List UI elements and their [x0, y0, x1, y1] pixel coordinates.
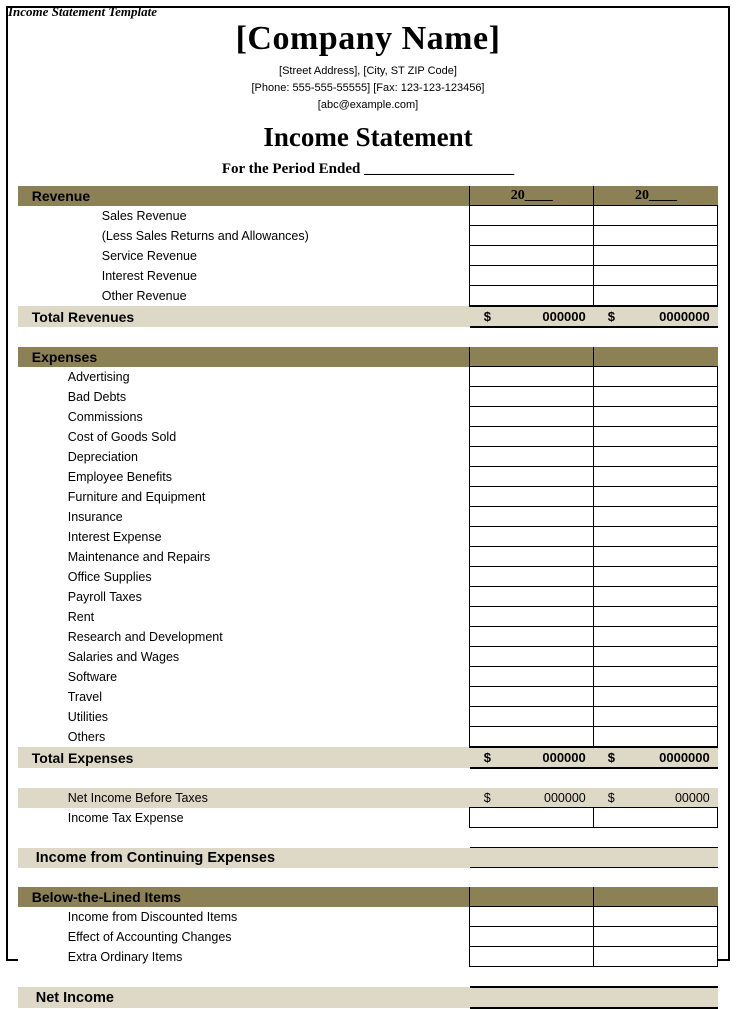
net-income-before-taxes-label: Net Income Before Taxes — [18, 788, 470, 808]
expense-item-year1-input[interactable] — [470, 707, 594, 727]
expenses-year1-header — [470, 347, 594, 367]
total-revenues-label: Total Revenues — [18, 306, 470, 327]
company-address: [Street Address], [City, ST ZIP Code] — [279, 65, 457, 77]
expense-item-year2-input[interactable] — [594, 387, 718, 407]
expense-item-year2-input[interactable] — [594, 607, 718, 627]
expense-item-label: Bad Debts — [18, 387, 470, 407]
net-income-before-taxes-row — [18, 788, 718, 808]
table-row — [18, 907, 718, 927]
expense-item-year1-input[interactable] — [470, 367, 594, 387]
revenue-item-year1-input[interactable] — [470, 246, 594, 266]
expense-item-year1-input[interactable] — [470, 387, 594, 407]
amount-value: 00000 — [674, 790, 710, 805]
income-continuing-label: Income from Continuing Expenses — [18, 848, 470, 868]
total-revenues-year1 — [470, 306, 594, 327]
expense-item-label: Utilities — [18, 707, 470, 727]
table-row — [18, 447, 718, 467]
expense-item-year2-input[interactable] — [594, 527, 718, 547]
total-revenues-row — [18, 306, 718, 327]
income-tax-year1-input[interactable] — [470, 808, 594, 828]
revenue-item-year2-input[interactable] — [594, 286, 718, 307]
expense-item-year1-input[interactable] — [470, 527, 594, 547]
below-line-item-year1-input[interactable] — [470, 907, 594, 927]
table-row — [18, 286, 718, 307]
expense-item-year1-input[interactable] — [470, 687, 594, 707]
currency-symbol: $ — [483, 790, 491, 805]
expense-item-year2-input[interactable] — [594, 707, 718, 727]
table-row — [18, 387, 718, 407]
expense-item-year2-input[interactable] — [594, 467, 718, 487]
currency-symbol: $ — [607, 309, 615, 324]
table-row — [18, 647, 718, 667]
below-line-item-label: Extra Ordinary Items — [18, 947, 470, 967]
expense-item-year2-input[interactable] — [594, 447, 718, 467]
period-ended-line: For the Period Ended ____________________ — [221, 161, 515, 177]
expense-item-year2-input[interactable] — [594, 547, 718, 567]
expense-item-year1-input[interactable] — [470, 627, 594, 647]
expense-item-label: Cost of Goods Sold — [18, 427, 470, 447]
table-row — [18, 527, 718, 547]
currency-symbol: $ — [607, 790, 615, 805]
section-spacer — [18, 967, 718, 988]
section-spacer — [18, 768, 718, 788]
below-line-item-label: Income from Discounted Items — [18, 907, 470, 927]
expenses-header-label: Expenses — [18, 347, 470, 367]
total-expenses-row — [18, 747, 718, 768]
revenue-item-label: Service Revenue — [18, 246, 470, 266]
expense-item-year1-input[interactable] — [470, 547, 594, 567]
total-revenues-year2 — [594, 306, 718, 327]
expense-item-year2-input[interactable] — [594, 367, 718, 387]
expenses-section-header — [18, 347, 718, 367]
expense-item-year2-input[interactable] — [594, 487, 718, 507]
income-continuing-row — [18, 848, 718, 868]
revenue-item-year1-input[interactable] — [470, 266, 594, 286]
table-row — [18, 407, 718, 427]
revenue-section-header — [18, 186, 718, 206]
revenue-item-label: (Less Sales Returns and Allowances) — [18, 226, 470, 246]
expense-item-label: Rent — [18, 607, 470, 627]
net-income-before-taxes-year1 — [470, 788, 594, 808]
revenue-year2-header: 20____ — [594, 186, 718, 206]
section-spacer — [18, 828, 718, 848]
currency-symbol: $ — [483, 750, 491, 765]
expense-item-label: Insurance — [18, 507, 470, 527]
below-line-item-label: Effect of Accounting Changes — [18, 927, 470, 947]
expense-item-year1-input[interactable] — [470, 427, 594, 447]
document-body — [8, 8, 728, 1009]
revenue-item-label: Interest Revenue — [18, 266, 470, 286]
table-row — [18, 587, 718, 607]
expense-item-year1-input[interactable] — [470, 647, 594, 667]
table-row — [18, 226, 718, 246]
expense-item-label: Others — [18, 727, 470, 748]
company-email: [abc@example.com] — [317, 99, 419, 111]
expense-item-year1-input[interactable] — [470, 507, 594, 527]
table-row — [18, 507, 718, 527]
income-statement-table — [18, 186, 719, 1009]
revenue-item-year2-input[interactable] — [594, 206, 718, 226]
below-line-item-year2-input[interactable] — [594, 927, 718, 947]
expense-item-label: Office Supplies — [18, 567, 470, 587]
expense-item-year2-input[interactable] — [594, 507, 718, 527]
expense-item-year2-input[interactable] — [594, 667, 718, 687]
income-tax-expense-row — [18, 808, 718, 828]
table-row — [18, 607, 718, 627]
expense-item-year1-input[interactable] — [470, 667, 594, 687]
revenue-item-year1-input[interactable] — [470, 226, 594, 246]
expense-item-year1-input[interactable] — [470, 487, 594, 507]
table-row — [18, 266, 718, 286]
expense-item-year2-input[interactable] — [594, 427, 718, 447]
revenue-item-label: Sales Revenue — [18, 206, 470, 226]
net-income-year2[interactable] — [594, 987, 718, 1008]
expense-item-label: Interest Expense — [18, 527, 470, 547]
revenue-item-year2-input[interactable] — [594, 226, 718, 246]
expense-item-year2-input[interactable] — [594, 647, 718, 667]
income-continuing-year2[interactable] — [594, 848, 718, 868]
expense-item-year1-input[interactable] — [470, 567, 594, 587]
expense-item-year1-input[interactable] — [470, 467, 594, 487]
table-row — [18, 687, 718, 707]
amount-value: 0000000 — [659, 750, 710, 765]
below-line-item-year1-input[interactable] — [470, 947, 594, 967]
expense-item-year1-input[interactable] — [470, 447, 594, 467]
below-line-item-year1-input[interactable] — [470, 927, 594, 947]
net-income-before-taxes-year2 — [594, 788, 718, 808]
company-phone-fax: [Phone: 555-555-55555] [Fax: 123-123-123456] — [251, 82, 485, 94]
expense-item-label: Research and Development — [18, 627, 470, 647]
document-label: Income Statement Template — [8, 4, 158, 19]
net-income-label: Net Income — [18, 987, 470, 1008]
table-row — [18, 246, 718, 266]
section-spacer — [18, 868, 718, 888]
expense-item-year1-input[interactable] — [470, 587, 594, 607]
revenue-item-year2-input[interactable] — [594, 266, 718, 286]
statement-title: Income Statement — [263, 122, 473, 152]
table-row — [18, 707, 718, 727]
income-continuing-year1[interactable] — [470, 848, 594, 868]
table-row — [18, 667, 718, 687]
currency-symbol: $ — [607, 750, 615, 765]
income-tax-year2-input[interactable] — [594, 808, 718, 828]
table-row — [18, 427, 718, 447]
expense-item-year2-input[interactable] — [594, 407, 718, 427]
expense-item-label: Payroll Taxes — [18, 587, 470, 607]
expense-item-year1-input[interactable] — [470, 727, 594, 748]
expense-item-year1-input[interactable] — [470, 607, 594, 627]
section-spacer — [18, 327, 718, 347]
table-row — [18, 947, 718, 967]
revenue-item-label: Other Revenue — [18, 286, 470, 307]
expense-item-label: Employee Benefits — [18, 467, 470, 487]
revenue-item-year1-input[interactable] — [470, 206, 594, 226]
total-expenses-year1 — [470, 747, 594, 768]
below-line-item-year2-input[interactable] — [594, 907, 718, 927]
amount-value: 000000 — [542, 750, 586, 765]
currency-symbol: $ — [483, 309, 491, 324]
table-row — [18, 206, 718, 226]
amount-value: 0000000 — [659, 309, 710, 324]
expense-item-label: Commissions — [18, 407, 470, 427]
expense-item-year2-input[interactable] — [594, 727, 718, 748]
table-row — [18, 627, 718, 647]
net-income-year1[interactable] — [470, 987, 594, 1008]
below-the-line-year1-header — [470, 887, 594, 907]
amount-value: 000000 — [542, 309, 586, 324]
company-name: [Company Name] — [235, 20, 501, 57]
amount-value: 000000 — [544, 790, 586, 805]
expense-item-year2-input[interactable] — [594, 687, 718, 707]
table-row — [18, 487, 718, 507]
total-expenses-year2 — [594, 747, 718, 768]
table-row — [18, 367, 718, 387]
below-the-line-year2-header — [594, 887, 718, 907]
table-row — [18, 927, 718, 947]
expense-item-label: Salaries and Wages — [18, 647, 470, 667]
expense-item-label: Advertising — [18, 367, 470, 387]
below-the-line-section-header — [18, 887, 718, 907]
expense-item-label: Maintenance and Repairs — [18, 547, 470, 567]
expense-item-label: Furniture and Equipment — [18, 487, 470, 507]
expense-item-label: Travel — [18, 687, 470, 707]
below-the-line-header-label: Below-the-Lined Items — [18, 887, 470, 907]
table-row — [18, 467, 718, 487]
table-row — [18, 547, 718, 567]
below-line-item-year2-input[interactable] — [594, 947, 718, 967]
expense-item-label: Depreciation — [18, 447, 470, 467]
table-row — [18, 727, 718, 748]
net-income-row — [18, 987, 718, 1008]
revenue-year1-header: 20____ — [470, 186, 594, 206]
table-row — [18, 567, 718, 587]
expenses-year2-header — [594, 347, 718, 367]
revenue-item-year2-input[interactable] — [594, 246, 718, 266]
income-tax-expense-label: Income Tax Expense — [18, 808, 470, 828]
expense-item-year1-input[interactable] — [470, 407, 594, 427]
expense-item-year2-input[interactable] — [594, 587, 718, 607]
expense-item-label: Software — [18, 667, 470, 687]
total-expenses-label: Total Expenses — [18, 747, 470, 768]
revenue-item-year1-input[interactable] — [470, 286, 594, 307]
revenue-header-label: Revenue — [18, 186, 470, 206]
expense-item-year2-input[interactable] — [594, 567, 718, 587]
expense-item-year2-input[interactable] — [594, 627, 718, 647]
